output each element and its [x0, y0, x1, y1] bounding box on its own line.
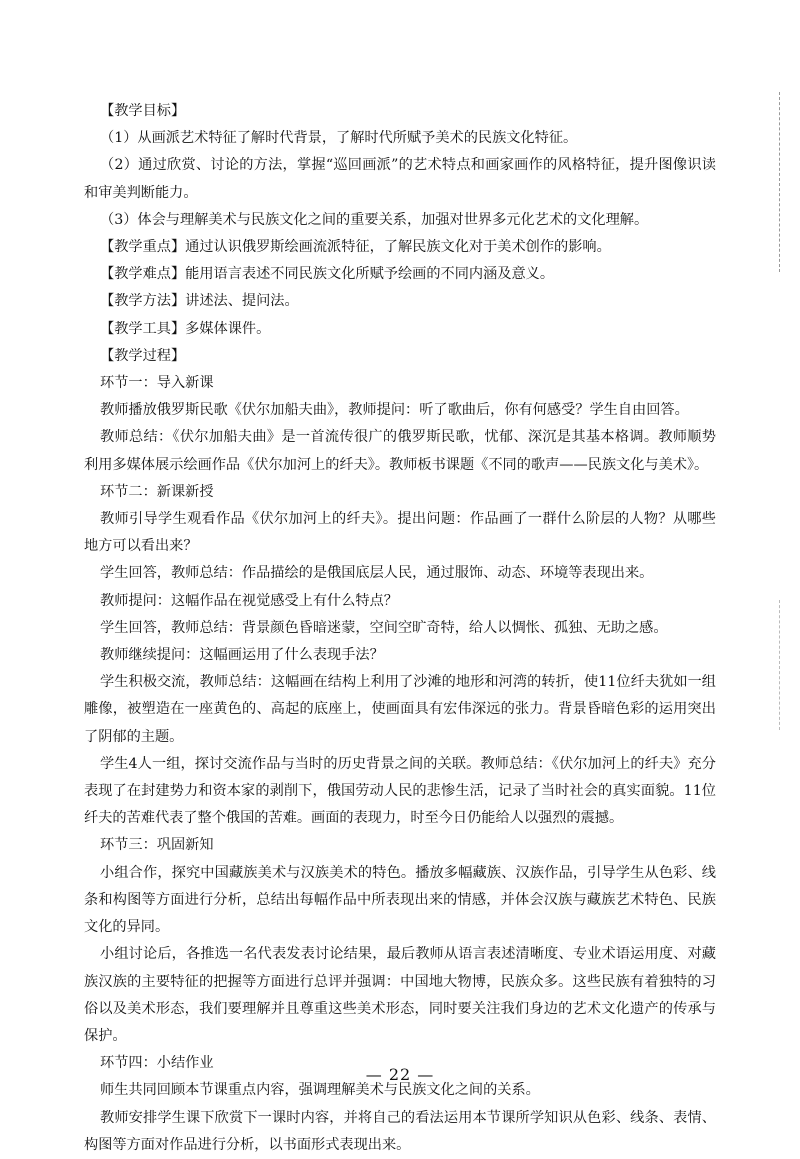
difficult-points: 【教学难点】能用语言表述不同民族文化所赋予绘画的不同内涵及意义。: [100, 266, 555, 283]
paragraph: 教师总结：《伏尔加船夫曲》是一首流传很广的俄罗斯民歌，忧郁、深沉是其基本格调。教师顺势利用多媒体展示绘画作品《伏尔加河上的纤夫》。教师板书课题《不同的歌声——民族文化与美术》。: [84, 429, 716, 473]
paragraph: 学生4人一组，探讨交流作品与当时的历史背景之间的关联。教师总结：《伏尔加河上的纤夫》充分表现了在封建势力和资本家的剥削下，俄国劳动人民的悲惨生活，记录了当时社会的真实面貌。11位纤夫的苦难代表了整个俄国的苦难。画面的表现力，时至今日仍能给人以强烈的震撼。: [84, 755, 716, 827]
scan-edge-line: [779, 600, 781, 730]
paragraph: 学生积极交流，教师总结：这幅画在结构上利用了沙滩的地形和河湾的转折，使11位纤夫犹如一组雕像，被塑造在一座黄色的、高起的底座上，使画面具有宏伟深远的张力。背景昏暗色彩的运用突出了阴郁的主题。: [84, 674, 716, 745]
paragraph: 师生共同回顾本节课重点内容，强调理解美术与民族文化之间的关系。: [100, 1082, 540, 1099]
paragraph: 学生回答，教师总结：背景颜色昏暗迷蒙，空间空旷奇特，给人以惆怅、孤独、无助之感。: [100, 619, 668, 636]
paragraph: 小组合作，探究中国藏族美术与汉族美术的特色。播放多幅藏族、汉族作品，引导学生从色彩、线条和构图等方面进行分析，总结出每幅作品中所表现出来的情感，并体会汉族与藏族艺术特色、民族文化的异同。: [84, 864, 716, 936]
page-number: — 22 —: [365, 1065, 435, 1084]
objective-item: （3）体会与理解美术与民族文化之间的重要关系，加强对世界多元化艺术的文化理解。: [100, 211, 649, 228]
paragraph: 小组讨论后，各推选一名代表发表讨论结果，最后教师从语言表述清晰度、专业术语运用度、对藏族汉族的主要特征的把握等方面进行总评并强调：中国地大物博，民族众多。这些民族有着独特的习俗以及美术形态，我们要理解并且尊重这些美术形态，同时要关注我们身边的艺术文化遗产的传承与保护。: [84, 946, 716, 1044]
paragraph: 教师安排学生课下欣赏下一课时内容，并将自己的看法运用本节课所学知识从色彩、线条、表情、构图等方面对作品进行分析，以书面形式表现出来。: [84, 1109, 716, 1153]
paragraph: 教师提问：这幅作品在视觉感受上有什么特点？: [100, 592, 398, 609]
section-heading: 环节二：新课新授: [100, 483, 214, 500]
section-heading: 环节一：导入新课: [100, 375, 214, 392]
teaching-methods: 【教学方法】讲述法、提问法。: [100, 293, 299, 310]
paragraph: 学生回答，教师总结：作品描绘的是俄国底层人民，通过服饰、动态、环境等表现出来。: [100, 565, 654, 582]
heading-process: 【教学过程】: [100, 347, 186, 364]
objective-item: （1）从画派艺术特征了解时代背景，了解时代所赋予美术的民族文化特征。: [100, 130, 578, 147]
key-points: 【教学重点】通过认识俄罗斯绘画流派特征，了解民族文化对于美术创作的影响。: [100, 239, 611, 256]
heading-objectives: 【教学目标】: [100, 103, 186, 119]
document-body: [84, 98, 716, 1159]
teaching-tools: 【教学工具】多媒体课件。: [100, 320, 271, 337]
paragraph: 教师播放俄罗斯民歌《伏尔加船夫曲》，教师提问：听了歌曲后，你有何感受？学生自由回答。: [100, 402, 689, 419]
paragraph: 教师继续提问：这幅画运用了什么表现手法？: [100, 647, 384, 664]
section-heading: 环节四：小结作业: [100, 1055, 214, 1072]
section-heading: 环节三：巩固新知: [100, 837, 214, 854]
scan-edge-line: [779, 92, 781, 272]
objective-item: （2）通过欣赏、讨论的方法，掌握“巡回画派”的艺术特点和画家画作的风格特征，提升图像识读和审美判断能力。: [84, 157, 716, 201]
paragraph: 教师引导学生观看作品《伏尔加河上的纤夫》。提出问题：作品画了一群什么阶层的人物？从哪些地方可以看出来？: [84, 511, 716, 555]
